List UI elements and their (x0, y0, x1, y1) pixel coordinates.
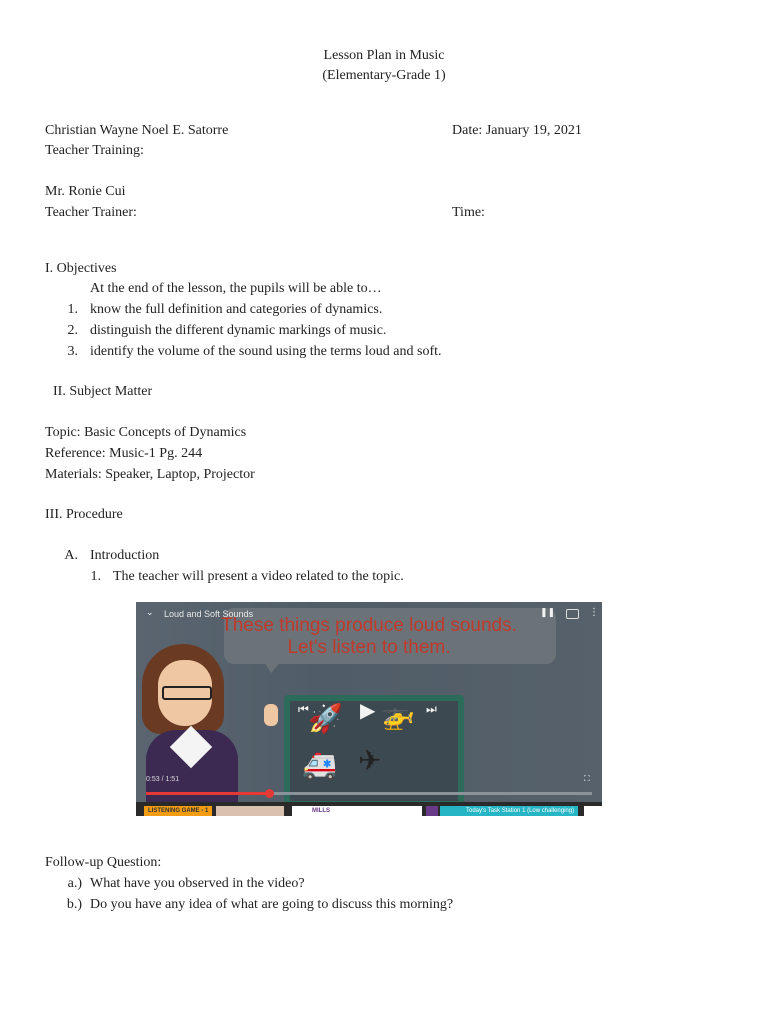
play-icon[interactable]: ▶ (360, 698, 376, 722)
teacher-trainer-label: Teacher Trainer: (45, 205, 137, 220)
list-text: identify the volume of the sound using the terms loud and soft. (90, 344, 442, 359)
lesson-date: Date: January 19, 2021 (452, 123, 582, 138)
list-text: know the full definition and categories of dynamics. (90, 302, 383, 317)
followup-heading: Follow-up Question: (45, 855, 162, 870)
collapse-chevron-icon[interactable]: ⌄ (146, 608, 154, 618)
video-headline-line2: Let's listen to them. (287, 637, 451, 658)
list-number: 1. (67, 302, 78, 317)
list-number: 3. (67, 344, 78, 359)
list-text: distinguish the different dynamic markings of music. (90, 323, 387, 338)
list-number: 2. (67, 323, 78, 338)
materials-line: Materials: Speaker, Laptop, Projector (45, 467, 255, 482)
objectives-intro: At the end of the lesson, the pupils will be able to… (90, 281, 382, 296)
section-marker: A. (64, 548, 78, 563)
objectives-heading: I. Objectives (45, 261, 117, 276)
related-video-label: Today's Task Station 1 (Low challenging) (466, 808, 575, 814)
related-video-thumb[interactable] (584, 806, 602, 816)
related-video-thumb[interactable] (426, 806, 438, 816)
page-title: Lesson Plan in Music (323, 48, 445, 63)
section-title: Introduction (90, 548, 160, 563)
next-icon[interactable]: ⏭ (426, 702, 437, 716)
video-timecode: 0:53 / 1:51 (146, 776, 180, 783)
helicopter-icon: 🚁 (380, 700, 415, 731)
captions-icon[interactable] (566, 609, 579, 619)
video-player[interactable] (136, 602, 602, 816)
related-video-label: MILLS (312, 808, 330, 814)
reference-line: Reference: Music-1 Pg. 244 (45, 446, 203, 461)
page-subtitle: (Elementary-Grade 1) (322, 68, 446, 83)
more-options-icon[interactable]: ⋮ (589, 607, 599, 618)
video-title: Loud and Soft Sounds (164, 609, 254, 619)
progress-scrubber[interactable] (265, 789, 274, 798)
subject-matter-heading: II. Subject Matter (53, 384, 153, 399)
fullscreen-icon[interactable]: ⛶ (584, 774, 590, 783)
step-number: 1. (90, 569, 101, 584)
video-headline-line1: These things produce loud sounds. (221, 615, 517, 636)
airplane-icon: ✈ (358, 746, 382, 777)
progress-fill (146, 792, 270, 795)
rocket-icon: 🚀 (308, 704, 343, 735)
previous-icon[interactable]: ⏮ (298, 702, 309, 716)
speech-bubble-tail (261, 657, 285, 673)
list-marker: a.) (67, 876, 82, 891)
list-text: What have you observed in the video? (90, 876, 305, 891)
teacher-training-label: Teacher Training: (45, 143, 144, 158)
trainer-name: Mr. Ronie Cui (45, 184, 126, 199)
step-text: The teacher will present a video related to the topic. (113, 569, 404, 584)
related-video-thumb[interactable] (216, 806, 284, 816)
topic-line: Topic: Basic Concepts of Dynamics (45, 425, 247, 440)
teacher-glasses (162, 686, 212, 700)
ambulance-icon: 🚑 (302, 750, 337, 781)
list-marker: b.) (66, 897, 82, 912)
time-label: Time: (452, 205, 485, 220)
pause-icon[interactable]: ❚❚ (540, 608, 556, 618)
teacher-hand (264, 704, 278, 726)
teacher-name: Christian Wayne Noel E. Satorre (45, 123, 229, 138)
related-videos-strip (136, 802, 602, 816)
related-video-label: LISTENING GAME - 1 (148, 808, 209, 814)
list-text: Do you have any idea of what are going to discuss this morning? (90, 897, 454, 912)
procedure-heading: III. Procedure (45, 507, 123, 522)
